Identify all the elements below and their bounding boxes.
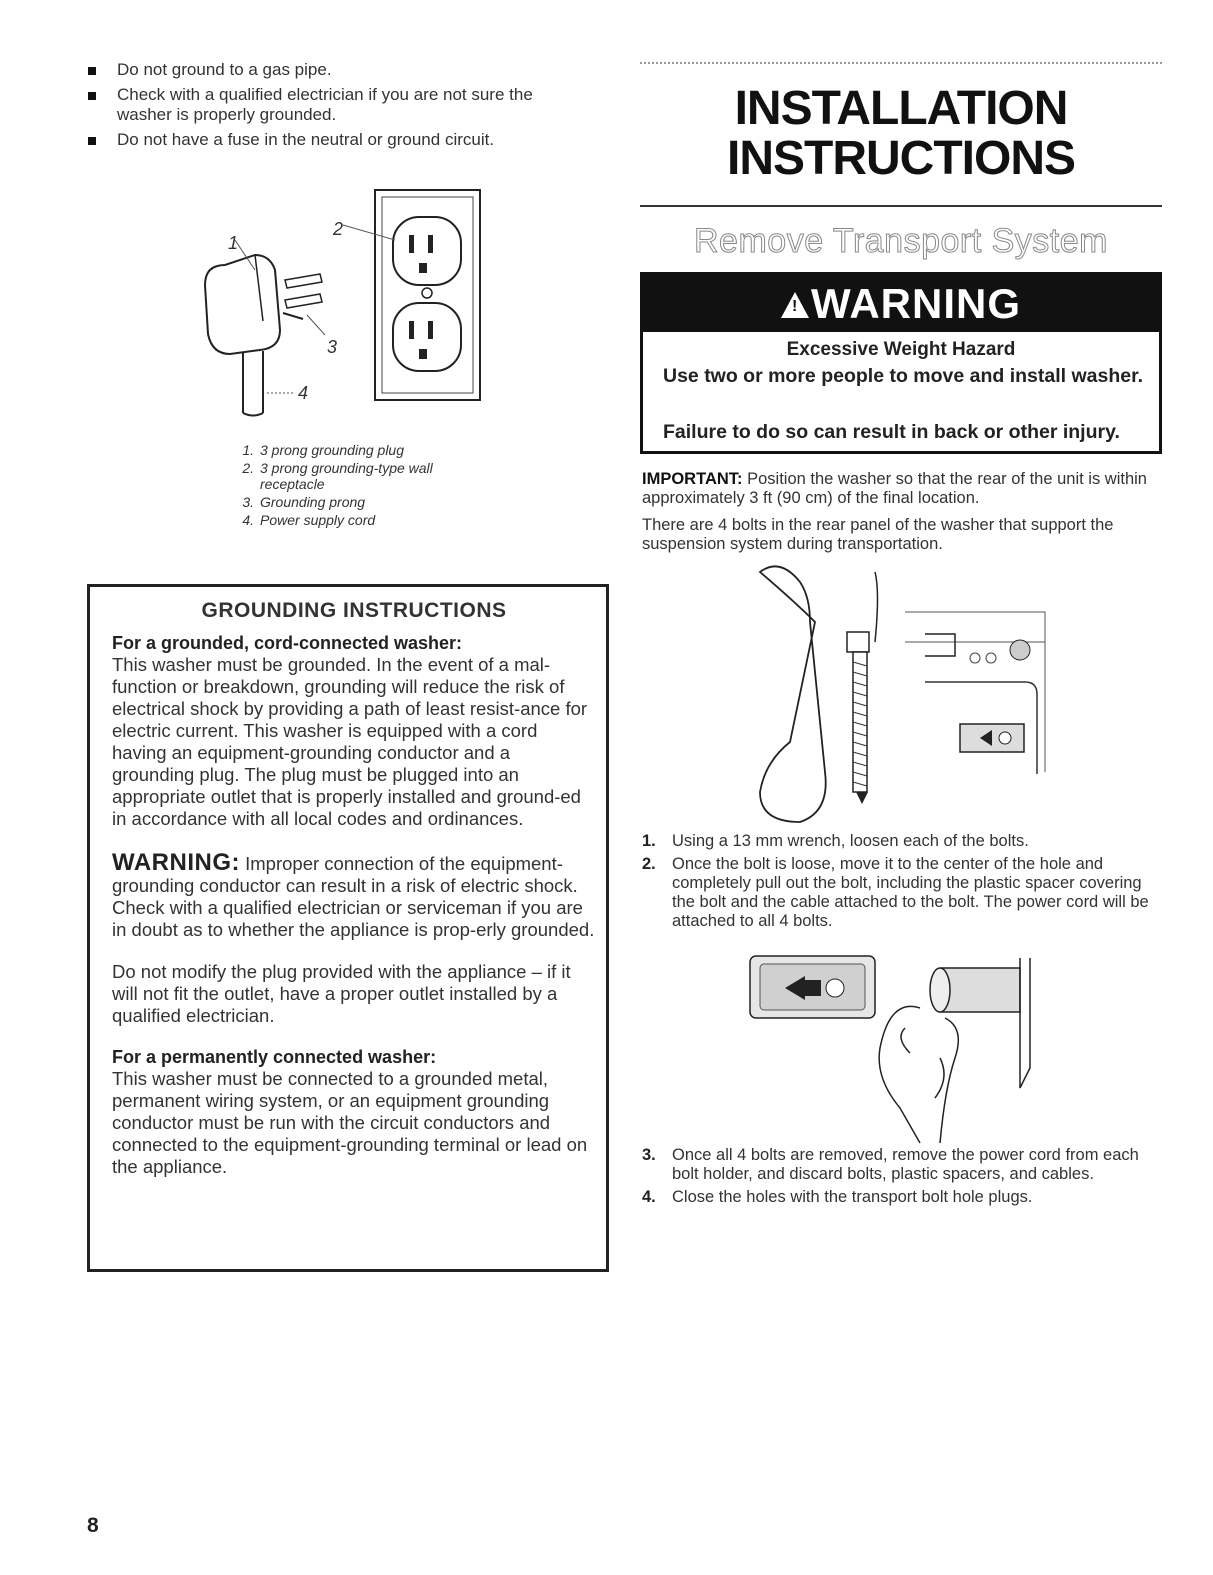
caption-item: 4. Power supply cord [242,512,376,528]
bullet-item: Do not ground to a gas pipe. [88,60,588,80]
permanent-heading: For a permanently connected washer: [112,1047,437,1067]
grounding-instructions-box [87,584,609,1272]
removal-steps-part-2 [642,1146,1162,1211]
plug-modify-text: Do not modify the plug provided with the appliance – if it will not fit the outlet, have a proper outlet installed by a qualified electrician. [112,961,571,1026]
callout-2: 2 [333,219,344,239]
grounding-bullet-list [88,60,588,155]
warning-label: WARNING: [112,849,240,876]
step-item: 4. Close the holes with the transport bolt hole plugs. [642,1188,1033,1206]
callout-3: 3 [327,337,338,357]
callout-1: 1 [228,233,239,253]
hand-remove-bolt-illustration [745,948,1045,1138]
bullet-item: Do not have a fuse in the neutral or ground circuit. [88,130,588,150]
plug-receptacle-illustration [195,185,495,435]
caption-item: 3. Grounding prong [242,494,366,510]
step-item: 1. Using a 13 mm wrench, loosen each of the bolts. [642,832,1029,850]
grounding-warning [112,849,596,941]
hazard-title: Excessive Weight Hazard [786,339,1016,360]
bolts-note: There are 4 bolts in the rear panel of the washer that support the suspension system during transportation. [642,516,1114,553]
warning-line-2: Failure to do so can result in back or other injury. [663,421,1120,443]
cord-connected-text: This washer must be grounded. In the event of a mal-function or breakdown, grounding will reduce the risk of electrical shock by providing a path of least resist-ance for electric current. This washer is equipped with a cord having an equipment-grounding conductor and a grounding plug. The plug must be plugged into an appropriate outlet that is properly installed and ground-ed in accordance with all local codes and ordinances. [112,654,588,829]
warning-box [640,272,1162,454]
step-item: 3. Once all 4 bolts are removed, remove the power cord from each bolt holder, and discard bolts, plastic spacers, and cables. [642,1146,1139,1183]
figure-caption-list [232,442,492,530]
permanent-text: This washer must be connected to a grounded metal, permanent wiring system, or an equipment grounding conductor must be run with the circuit conductors and connected to the equipment-grounding terminal or lead on the appliance. [112,1068,588,1177]
removal-steps-part-1 [642,832,1162,935]
page-heading: INSTALLATION INSTRUCTIONS [727,82,1075,185]
heading-divider [640,205,1162,207]
step-item: 2. Once the bolt is loose, move it to the center of the hole and completely pull out the bolt, including the plastic spacer covering the bolt and the cable attached to the bolt. The power cord will be attached to all 4 bolts. [642,855,1149,930]
important-note: IMPORTANT: Position the washer so that the rear of the unit is within approximately 3 ft (90 cm) of the final location. [642,470,1147,507]
bullet-item: Check with a qualified electrician if you are not sure the washer is properly grounded. [88,85,588,125]
page-number: 8 [87,1514,99,1537]
wrench-bolt-illustration [755,562,1055,832]
caption-item: 2. 3 prong grounding-type wall receptacle [242,460,433,492]
cord-connected-heading: For a grounded, cord-connected washer: [112,633,463,653]
section-heading: Remove Transport System [694,222,1108,260]
grounding-title: GROUNDING INSTRUCTIONS [201,599,507,622]
top-divider [640,62,1162,64]
warning-banner: ! WARNING [643,275,1159,332]
warning-triangle-icon: ! [781,292,809,318]
warning-line-1: Use two or more people to move and install washer. [663,365,1144,387]
caption-item: 1. 3 prong grounding plug [242,442,405,458]
warning-text: Improper connection of the equipment-grounding conductor can result in a risk of electric shock. Check with a qualified electrician or serviceman if you are in doubt as to whether the appliance is prop-erly grounded. [112,853,595,940]
callout-4: 4 [298,383,309,403]
